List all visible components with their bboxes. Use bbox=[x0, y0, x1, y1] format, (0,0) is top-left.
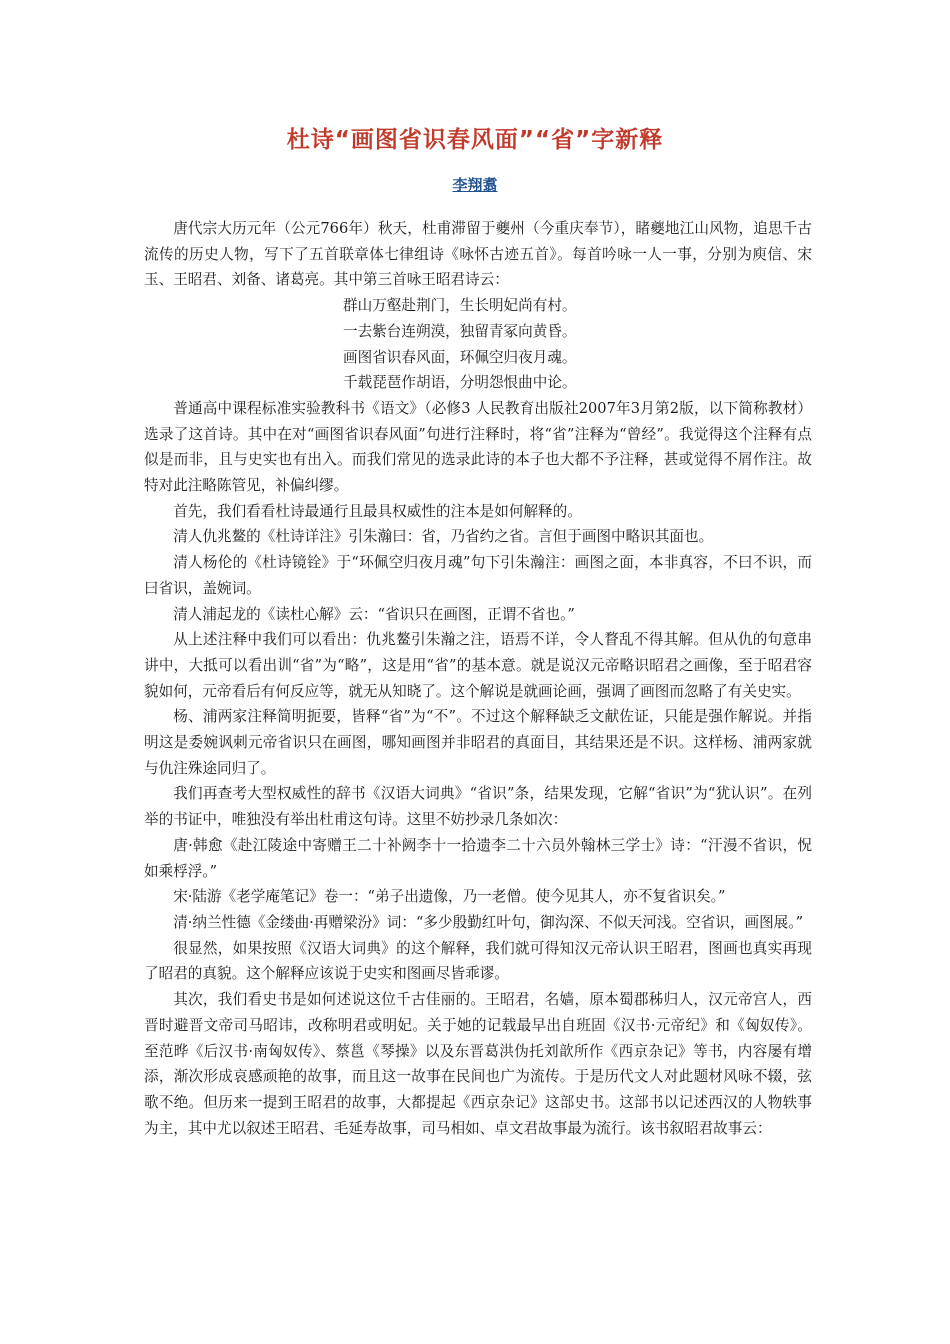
article-body bbox=[144, 216, 812, 1141]
paragraph: 从上述注释中我们可以看出：仇兆鳌引朱瀚之注，语焉不详，令人瞀乱不得其解。但从仇的句意串讲中，大抵可以看出训“省”为“略”，这是用“省”的基本意。就是说汉元帝略识昭君之画像，至于昭君容貌如何，元帝看后有何反应等，就无从知晓了。这个解说是就画论画，强调了画图而忽略了有关史实。 bbox=[144, 631, 812, 700]
page-title: 杜诗“画图省识春风面”“省”字新释 bbox=[286, 127, 664, 153]
paragraph: 首先，我们看看杜诗最通行且最具权威性的注本是如何解释的。 bbox=[173, 502, 582, 520]
paragraph: 清人浦起龙的《读杜心解》云：“省识只在画图，正谓不省也。” bbox=[173, 605, 575, 623]
poem-line: 一去紫台连朔漠，独留青冢向黄昏。 bbox=[343, 322, 577, 340]
paragraph: 清人仇兆鳌的《杜诗详注》引朱瀚曰：省，乃省约之省。言但于画图中略识其面也。 bbox=[173, 528, 714, 546]
paragraph: 清人杨伦的《杜诗镜铨》于“环佩空归夜月魂”句下引朱瀚注：画图之面，本非真容，不曰不识，而曰省识，盖婉词。 bbox=[144, 554, 812, 597]
poem-block bbox=[144, 293, 812, 396]
poem-line: 画图省识春风面，环佩空归夜月魂。 bbox=[343, 348, 577, 366]
paragraph: 唐代宗大历元年（公元766年）秋天，杜甫滞留于夔州（今重庆奉节），睹夔地江山风物，追思千古流传的历史人物，写下了五首联章体七律组诗《咏怀古迹五首》。每首吟咏一人一事，分别为庾信、宋玉、王昭君、刘备、诸葛亮。其中第三首咏王昭君诗云： bbox=[144, 220, 812, 289]
paragraph: 普通高中课程标准实验教科书《语文》（必修3 人民教育出版社2007年3月第2版，以下简称教材）选录了这首诗。其中在对“画图省识春风面”句进行注释时，将“省”注释为“曾经”。我觉得这个注释有点似是而非，且与史实也有出入。而我们常见的选录此诗的本子也大都不予注释，甚或觉得不屑作注。故特对此注略陈管见，补偏纠缪。 bbox=[144, 399, 812, 495]
poem-line: 千载琵琶作胡语，分明怨恨曲中论。 bbox=[343, 374, 577, 392]
paragraph: 其次，我们看史书是如何述说这位千古佳丽的。王昭君，名嫱，原本蜀郡秭归人，汉元帝宫人，西晋时避晋文帝司马昭讳，改称明君或明妃。关于她的记载最早出自班固《汉书·元帝纪》和《匈奴传》。至范晔《后汉书·南匈奴传》、蔡邕《琴操》以及东晋葛洪伪托刘歆所作《西京杂记》等书，内容屡有增添，渐次形成哀感顽艳的故事，而且这一故事在民间也广为流传。于是历代文人对此题材风咏不辍，弦歌不绝。但历来一提到王昭君的故事，大都提起《西京杂记》这部史书。这部书以记述西汉的人物轶事为主，其中尤以叙述王昭君、毛延寿故事，司马相如、卓文君故事最为流行。该书叙昭君故事云： bbox=[144, 991, 812, 1137]
paragraph: 清·纳兰性德《金缕曲·再赠梁汾》词：“多少殷勤红叶句，御沟深、不似天河浅。空省识，画图展。” bbox=[173, 913, 804, 931]
poem-line: 群山万壑赴荆门，生长明妃尚有村。 bbox=[343, 297, 577, 315]
author-byline bbox=[0, 174, 950, 195]
paragraph: 我们再查考大型权威性的辞书《汉语大词典》“省识”条，结果发现，它解“省识”为“犹认识”。在列举的书证中，唯独没有举出杜甫这句诗。这里不妨抄录几条如次： bbox=[144, 785, 812, 829]
author-link[interactable]: 李翔翥 bbox=[452, 176, 498, 194]
paragraph: 宋·陆游《老学庵笔记》卷一：“弟子出遗像，乃一老僧。使今见其人，亦不复省识矣。” bbox=[173, 888, 726, 906]
paragraph: 唐·韩愈《赴江陵途中寄赠王二十补阙李十一拾遗李二十六员外翰林三学士》诗：“汗漫不省识，怳如乘桴浮。” bbox=[144, 836, 812, 880]
paragraph: 很显然，如果按照《汉语大词典》的这个解释，我们就可得知汉元帝认识王昭君，图画也真实再现了昭君的真貌。这个解释应该说于史实和图画尽皆乖谬。 bbox=[144, 939, 812, 983]
paragraph: 杨、浦两家注释简明扼要，皆释“省”为“不”。不过这个解释缺乏文献佐证，只能是强作解说。并指明这是委婉讽刺元帝省识只在画图，哪知画图并非昭君的真面目，其结果还是不识。这样杨、浦两家就与仇注殊途同归了。 bbox=[144, 708, 812, 777]
